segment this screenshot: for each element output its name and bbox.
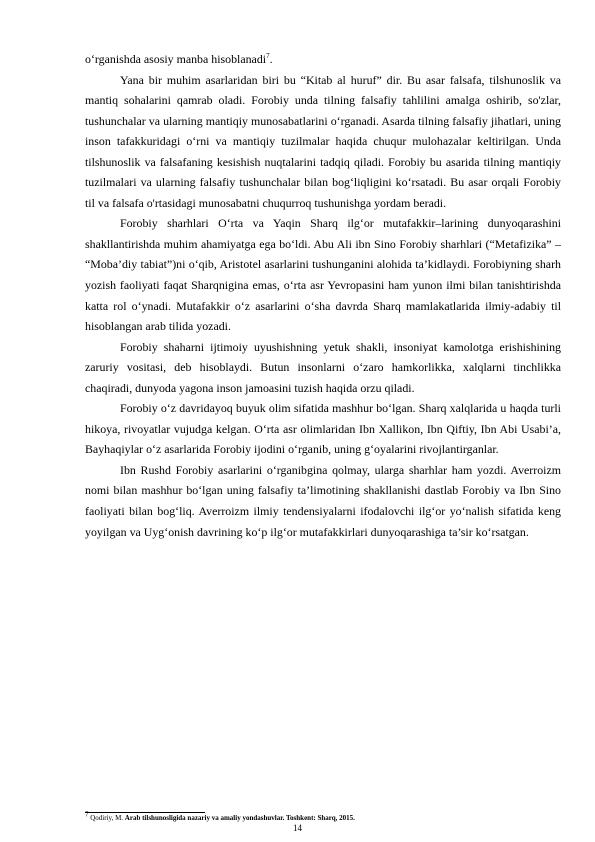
body-text <box>85 49 561 542</box>
paragraph-5: Forobiy o‘z davridayoq buyuk olim sifatida mashhur bo‘lgan. Sharq xalqlarida u haqda turli hikoya, rivoyatlar vujudga kelgan. O‘rta asr olimlaridan Ibn Xallikon, Ibn Qiftiy, Ibn Abi Usabi’a, Bayhaqiylar o‘z asarlarida Forobiy ijodini o‘rganib, uning g‘oyalarini rivojlantirganlar. <box>85 401 561 457</box>
paragraph-4: Forobiy shaharni ijtimoiy uyushishning yetuk shakli, insoniyat kamolotga erishishining zaruriy vositasi, deb hisoblaydi. Butun insonlarni o‘zaro hamkorlikka, xalqlarni tinchlikka chaqiradi, dunyoda yagona inson jamoasini tuzish haqida orzu qiladi. <box>85 339 561 395</box>
paragraph-2: Yana bir muhim asarlaridan biri bu “Kitab al huruf” dir. Bu asar falsafa, tilshunoslik va mantiq sohalarini qamrab oladi. Forobiy unda tilning falsafiy tahlilini amalga oshirib, so'zlar, tushunchalar va ularning mantiqiy munosabatlarini o‘rganadi. Asarda tilning falsafiy jihatlari, uning inson tafakkuridagi o‘rni va mantiqiy tuzilmalar haqida chuqur mulohazalar keltirilgan. Unda tilshunoslik va falsafaning kesishish nuqtalarini tadqiq qiladi. Forobiy bu asarida tilning mantiqiy tuzilmalari va ularning falsafiy tushunchalar bilan bog‘liqligini ko‘rsatadi. Bu asar orqali Forobiy til va falsafa o'rtasidagi munosabatni chuqurroq tushunishga yordam beradi. <box>85 72 561 210</box>
footnote-reference[interactable]: 7 <box>266 52 270 61</box>
footnote-author: Qodiriy, M. <box>90 814 124 822</box>
paragraph-1: o‘rganishda asosiy manba hisoblanadi$^7$. <box>85 52 273 66</box>
paragraph-3: Forobiy sharhlari O‘rta va Yaqin Sharq ilg‘or mutafakkir–larining dunyoqarashini shakllantirishda muhim ahamiyatga ega bo‘ldi. Abu Ali ibn Sino Forobiy sharhlari (“Metafizika” – “Moba’diy tabiat”)ni o‘qib, Aristotel asarlarini tushunganini alohida ta’kidlaydi. Forobiyning sharh yozish faoliyati faqat Sharqnigina emas, o‘rta asr Yevropasini ham yunon ilmi bilan tanishtirishda katta rol o‘ynadi. Mutafakkir o‘z asarlarini o‘sha davrda Sharq mamlakatlarida ilmiy-adabiy til hisoblangan arab tilida yozadi. <box>85 216 561 334</box>
footnote-divider <box>85 812 205 813</box>
footnote <box>85 810 561 823</box>
paragraph-6: Ibn Rushd Forobiy asarlarini o‘rganibgina qolmay, ularga sharhlar ham yozdi. Averroizm nomi bilan mashhur bo‘lgan uning falsafiy ta’limotining shakllanishi dastlab Forobiy va Ibn Sino faoliyati bilan bog‘liq. Averroizm ilmiy tendensiyalarni ifodalovchi ilg‘or yo‘nalish sifatida keng yoyilgan va Uyg‘onish davrining ko‘p ilg‘or mutafakkirlari dunyoqarashiga ta’sir ko‘rsatgan. <box>85 462 561 539</box>
footnote-number: 7 <box>85 810 89 819</box>
footnote-text: Arab tilshunosligida nazariy va amaliy yondashuvlar. Toshkent: Sharq, 2015. <box>124 814 355 822</box>
page-number: 14 <box>293 823 302 833</box>
